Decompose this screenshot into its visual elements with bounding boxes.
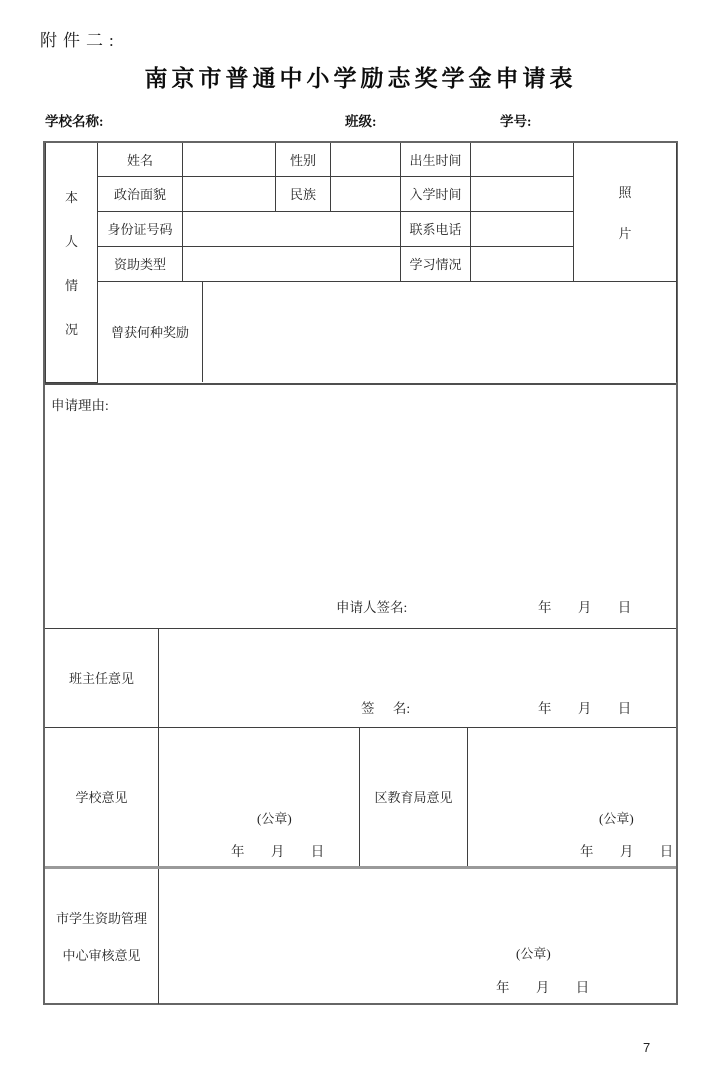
gender-label: 性别 xyxy=(276,143,331,176)
awards-value-cell xyxy=(203,281,677,382)
name-value-cell xyxy=(183,143,276,176)
awards-label: 曾获何种奖励 xyxy=(98,281,203,382)
study-status-label: 学习情况 xyxy=(401,246,471,281)
political-status-value-cell xyxy=(183,176,276,211)
district-bureau-opinion-label: 区教育局意见 xyxy=(360,728,468,866)
teacher-opinion-label: 班主任意见 xyxy=(45,629,159,727)
school-seal-label: (公章) xyxy=(257,810,292,826)
enrollment-date-label: 入学时间 xyxy=(401,176,471,211)
birth-date-label: 出生时间 xyxy=(401,143,471,176)
class-label: 班级: xyxy=(345,114,377,129)
applicant-date-label: 年 月 日 xyxy=(538,599,632,615)
political-status-label: 政治面貌 xyxy=(98,176,183,211)
city-center-review-label: 市学生资助管理 中心审核意见 xyxy=(45,869,159,1004)
school-date-label: 年 月 日 xyxy=(231,843,325,859)
application-reason-section xyxy=(45,383,676,628)
id-number-label: 身份证号码 xyxy=(98,211,183,246)
page-number: 7 xyxy=(643,1040,651,1055)
gender-value-cell xyxy=(331,143,401,176)
form-title: 南京市普通中小学励志奖学金申请表 xyxy=(144,66,577,91)
application-form-table xyxy=(43,141,678,1005)
birth-date-value-cell xyxy=(471,143,574,176)
district-seal-label: (公章) xyxy=(599,810,634,826)
enrollment-date-value-cell xyxy=(471,176,574,211)
school-name-label: 学校名称: xyxy=(45,114,104,129)
phone-value-cell xyxy=(471,211,574,246)
phone-label: 联系电话 xyxy=(401,211,471,246)
photo-cell: 照 片 xyxy=(574,143,677,281)
teacher-opinion-section xyxy=(45,628,676,727)
section-label-personal-info: 本 人 情 况 xyxy=(46,143,98,382)
application-reason-label: 申请理由: xyxy=(51,397,109,413)
school-opinion-content-cell xyxy=(159,728,360,866)
ethnicity-label: 民族 xyxy=(276,176,331,211)
attachment-label: 附件二: xyxy=(40,31,120,50)
funding-type-label: 资助类型 xyxy=(98,246,183,281)
city-center-review-section xyxy=(45,866,676,1004)
city-center-date-label: 年 月 日 xyxy=(496,979,590,995)
city-center-content-cell xyxy=(159,869,676,1004)
student-id-label: 学号: xyxy=(500,114,532,129)
header-fields xyxy=(45,110,676,130)
applicant-signature-label: 申请人签名: xyxy=(336,599,408,615)
funding-type-value-cell xyxy=(183,246,401,281)
teacher-date-label: 年 月 日 xyxy=(538,700,632,716)
ethnicity-value-cell xyxy=(331,176,401,211)
id-number-value-cell xyxy=(183,211,401,246)
district-bureau-content-cell xyxy=(468,728,676,866)
name-label: 姓名 xyxy=(98,143,183,176)
study-status-value-cell xyxy=(471,246,574,281)
school-district-opinion-section xyxy=(45,727,676,866)
personal-info-table xyxy=(45,143,677,383)
school-opinion-label: 学校意见 xyxy=(45,728,159,866)
district-date-label: 年 月 日 xyxy=(580,843,674,859)
teacher-signature-label: 签 名: xyxy=(361,700,411,716)
city-center-seal-label: (公章) xyxy=(516,945,551,961)
teacher-opinion-content-cell xyxy=(159,629,676,727)
